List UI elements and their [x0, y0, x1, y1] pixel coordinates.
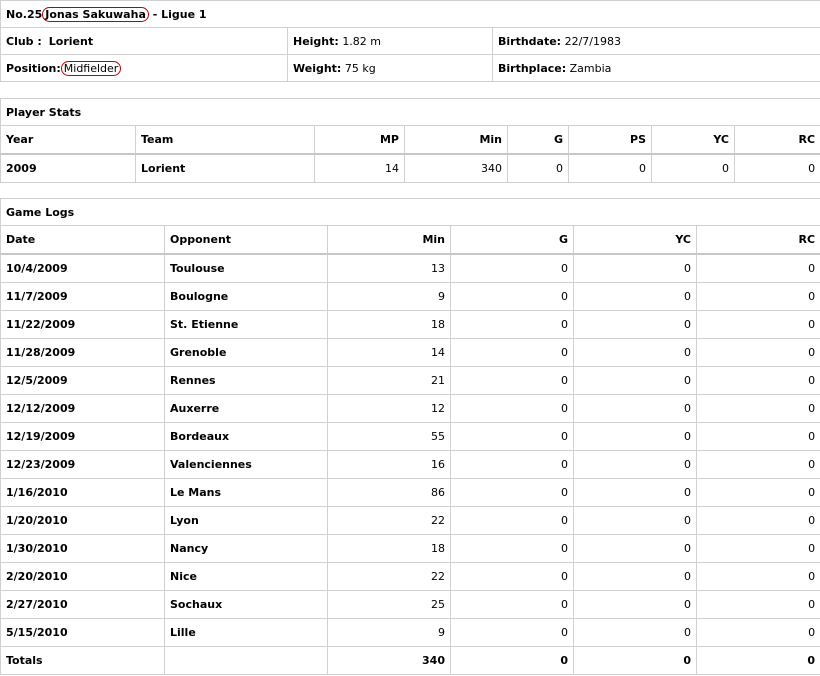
log-opponent: Valenciennes [165, 451, 328, 479]
column-header: MP [315, 126, 405, 155]
log-g: 0 [451, 254, 574, 283]
column-header: Min [328, 226, 451, 255]
position-cell [1, 55, 288, 82]
log-min: 22 [328, 563, 451, 591]
log-g: 0 [451, 619, 574, 647]
log-opponent: Lille [165, 619, 328, 647]
player-title [1, 1, 820, 28]
log-min: 86 [328, 479, 451, 507]
table-cell [165, 647, 328, 675]
log-date: 1/16/2010 [1, 479, 165, 507]
log-min: 12 [328, 395, 451, 423]
log-yc: 0 [574, 451, 697, 479]
table-row [1, 367, 820, 395]
totals-min: 340 [328, 647, 451, 675]
log-g: 0 [451, 395, 574, 423]
log-date: 12/23/2009 [1, 451, 165, 479]
log-rc: 0 [697, 311, 820, 339]
log-yc: 0 [574, 591, 697, 619]
log-yc: 0 [574, 311, 697, 339]
log-rc: 0 [697, 395, 820, 423]
weight-cell [288, 55, 493, 82]
log-rc: 0 [697, 563, 820, 591]
log-g: 0 [451, 535, 574, 563]
log-opponent: St. Etienne [165, 311, 328, 339]
log-rc: 0 [697, 367, 820, 395]
log-g: 0 [451, 451, 574, 479]
log-opponent: Le Mans [165, 479, 328, 507]
log-min: 13 [328, 254, 451, 283]
totals-row [1, 647, 820, 675]
birthdate-value: 22/7/1983 [564, 34, 621, 48]
column-header: Date [1, 226, 165, 255]
log-rc: 0 [697, 423, 820, 451]
height-label: Height: [293, 34, 339, 48]
logs-body [1, 254, 820, 647]
log-yc: 0 [574, 339, 697, 367]
table-cell: 340 [405, 154, 508, 183]
stats-title-row [1, 99, 820, 126]
log-opponent: Bordeaux [165, 423, 328, 451]
table-row [1, 395, 820, 423]
log-date: 12/19/2009 [1, 423, 165, 451]
table-cell: 2009 [1, 154, 136, 183]
log-opponent: Rennes [165, 367, 328, 395]
column-header: RC [697, 226, 820, 255]
table-cell: Lorient [136, 154, 315, 183]
log-yc: 0 [574, 395, 697, 423]
log-min: 18 [328, 311, 451, 339]
logs-title-row [1, 199, 820, 226]
table-row [1, 479, 820, 507]
position-value: Midfielder [61, 61, 122, 76]
log-yc: 0 [574, 283, 697, 311]
column-header: PS [569, 126, 652, 155]
column-header: Year [1, 126, 136, 155]
log-min: 55 [328, 423, 451, 451]
log-date: 12/5/2009 [1, 367, 165, 395]
log-yc: 0 [574, 423, 697, 451]
table-row [1, 283, 820, 311]
log-rc: 0 [697, 619, 820, 647]
column-header: G [451, 226, 574, 255]
height-value: 1.82 m [342, 34, 382, 48]
log-opponent: Nice [165, 563, 328, 591]
log-date: 1/30/2010 [1, 535, 165, 563]
log-rc: 0 [697, 339, 820, 367]
table-row [1, 507, 820, 535]
birthplace-cell [493, 55, 820, 82]
log-rc: 0 [697, 254, 820, 283]
birthplace-value: Zambia [569, 61, 612, 75]
log-date: 11/28/2009 [1, 339, 165, 367]
club-value: Lorient [48, 34, 94, 48]
player-name: Jonas Sakuwaha [42, 7, 149, 22]
log-g: 0 [451, 423, 574, 451]
log-rc: 0 [697, 591, 820, 619]
column-header: Min [405, 126, 508, 155]
table-cell: 0 [508, 154, 569, 183]
totals-g: 0 [451, 647, 574, 675]
club-cell [1, 28, 288, 55]
log-yc: 0 [574, 367, 697, 395]
log-rc: 0 [697, 535, 820, 563]
log-yc: 0 [574, 619, 697, 647]
log-opponent: Toulouse [165, 254, 328, 283]
log-min: 9 [328, 283, 451, 311]
totals-label: Totals [1, 647, 165, 675]
log-date: 11/22/2009 [1, 311, 165, 339]
log-min: 16 [328, 451, 451, 479]
log-min: 18 [328, 535, 451, 563]
log-min: 21 [328, 367, 451, 395]
birthdate-label: Birthdate: [498, 34, 562, 48]
log-rc: 0 [697, 507, 820, 535]
weight-label: Weight: [293, 61, 342, 75]
log-opponent: Auxerre [165, 395, 328, 423]
height-cell [288, 28, 493, 55]
log-g: 0 [451, 311, 574, 339]
game-logs-table [0, 198, 820, 675]
stats-title: Player Stats [1, 99, 820, 126]
column-header: Opponent [165, 226, 328, 255]
column-header: RC [735, 126, 820, 155]
club-label: Club : [6, 34, 42, 48]
log-yc: 0 [574, 479, 697, 507]
table-row [1, 339, 820, 367]
log-g: 0 [451, 507, 574, 535]
log-date: 1/20/2010 [1, 507, 165, 535]
log-min: 14 [328, 339, 451, 367]
column-header: Team [136, 126, 315, 155]
column-header: YC [574, 226, 697, 255]
log-opponent: Sochaux [165, 591, 328, 619]
column-header: G [508, 126, 569, 155]
logs-header-row [1, 226, 820, 255]
logs-title: Game Logs [1, 199, 820, 226]
log-yc: 0 [574, 254, 697, 283]
table-row [1, 591, 820, 619]
log-rc: 0 [697, 479, 820, 507]
log-g: 0 [451, 563, 574, 591]
table-row [1, 619, 820, 647]
log-date: 10/4/2009 [1, 254, 165, 283]
log-date: 12/12/2009 [1, 395, 165, 423]
player-info-row [1, 55, 820, 82]
log-g: 0 [451, 479, 574, 507]
log-min: 9 [328, 619, 451, 647]
totals-rc: 0 [697, 647, 820, 675]
table-cell: 0 [569, 154, 652, 183]
stats-header-row [1, 126, 820, 155]
log-opponent: Lyon [165, 507, 328, 535]
table-row [1, 451, 820, 479]
position-label: Position: [6, 61, 61, 75]
league-label: - Ligue 1 [152, 7, 207, 21]
table-cell: 14 [315, 154, 405, 183]
player-title-row [1, 1, 820, 28]
log-date: 2/20/2010 [1, 563, 165, 591]
log-date: 2/27/2010 [1, 591, 165, 619]
player-number: No.25 [6, 7, 43, 21]
log-min: 22 [328, 507, 451, 535]
log-yc: 0 [574, 507, 697, 535]
log-opponent: Grenoble [165, 339, 328, 367]
table-cell: 0 [652, 154, 735, 183]
table-row [1, 154, 820, 183]
log-opponent: Nancy [165, 535, 328, 563]
log-date: 11/7/2009 [1, 283, 165, 311]
log-g: 0 [451, 367, 574, 395]
log-opponent: Boulogne [165, 283, 328, 311]
table-row [1, 535, 820, 563]
log-g: 0 [451, 339, 574, 367]
table-row [1, 563, 820, 591]
log-yc: 0 [574, 535, 697, 563]
table-cell: 0 [735, 154, 820, 183]
table-row [1, 254, 820, 283]
log-rc: 0 [697, 283, 820, 311]
log-min: 25 [328, 591, 451, 619]
log-rc: 0 [697, 451, 820, 479]
player-stats-table [0, 98, 820, 183]
birthdate-cell [493, 28, 820, 55]
player-info-row [1, 28, 820, 55]
column-header: YC [652, 126, 735, 155]
log-yc: 0 [574, 563, 697, 591]
player-info-table [0, 0, 820, 82]
totals-yc: 0 [574, 647, 697, 675]
table-row [1, 311, 820, 339]
birthplace-label: Birthplace: [498, 61, 567, 75]
log-g: 0 [451, 591, 574, 619]
weight-value: 75 kg [344, 61, 376, 75]
table-row [1, 423, 820, 451]
log-date: 5/15/2010 [1, 619, 165, 647]
log-g: 0 [451, 283, 574, 311]
